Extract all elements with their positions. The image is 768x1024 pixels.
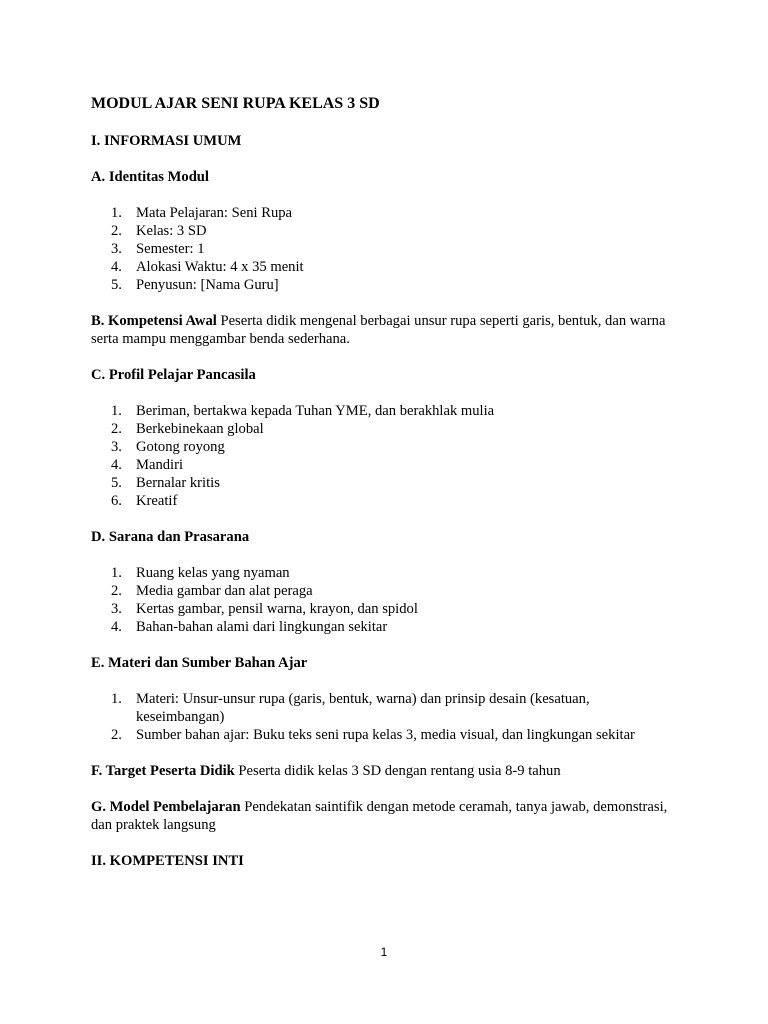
list-identitas-modul xyxy=(91,204,681,294)
list-item-text: Beriman, bertakwa kepada Tuhan YME, dan berakhlak mulia xyxy=(136,403,495,419)
list-item-text: Bahan-bahan alami dari lingkungan sekitar xyxy=(136,619,388,635)
list-item xyxy=(91,276,681,294)
list-item-number: 4. xyxy=(111,619,122,635)
list-item xyxy=(91,690,681,726)
list-item xyxy=(91,600,681,618)
list-item-text: Sumber bahan ajar: Buku teks seni rupa kelas 3, media visual, dan lingkungan sekitar xyxy=(136,727,635,743)
document-page xyxy=(91,94,681,888)
list-item xyxy=(91,402,681,420)
list-item xyxy=(91,618,681,636)
list-item xyxy=(91,240,681,258)
list-item xyxy=(91,564,681,582)
list-item-number: 1. xyxy=(111,403,122,419)
paragraph-model-pembelajaran xyxy=(91,798,681,834)
list-item-number: 2. xyxy=(111,421,122,437)
list-item xyxy=(91,258,681,276)
list-item-number: 4. xyxy=(111,457,122,473)
list-materi-sumber xyxy=(91,690,681,744)
list-item-number: 5. xyxy=(111,277,122,293)
section-kompetensi-inti: II. KOMPETENSI INTI xyxy=(91,853,244,869)
heading-materi-sumber: E. Materi dan Sumber Bahan Ajar xyxy=(91,655,308,671)
list-item-number: 2. xyxy=(111,727,122,743)
list-item xyxy=(91,726,681,744)
text-target-peserta: Peserta didik kelas 3 SD dengan rentang usia 8-9 tahun xyxy=(234,763,561,779)
list-item-text: Ruang kelas yang nyaman xyxy=(136,565,290,581)
heading-sarana-prasarana: D. Sarana dan Prasarana xyxy=(91,529,250,545)
list-item-text: Mata Pelajaran: Seni Rupa xyxy=(136,205,293,221)
list-item-text: Semester: 1 xyxy=(136,241,205,257)
list-item xyxy=(91,492,681,510)
list-item-number: 1. xyxy=(111,691,122,707)
list-item xyxy=(91,420,681,438)
list-item-text: Bernalar kritis xyxy=(136,475,220,491)
list-item-text: Kreatif xyxy=(136,493,178,509)
page-number: 1 xyxy=(380,945,388,959)
list-item-number: 6. xyxy=(111,493,122,509)
list-item-text: Alokasi Waktu: 4 x 35 menit xyxy=(136,259,304,275)
list-item-number: 3. xyxy=(111,439,122,455)
list-item xyxy=(91,474,681,492)
list-item xyxy=(91,438,681,456)
list-profil-pelajar xyxy=(91,402,681,510)
list-item xyxy=(91,582,681,600)
document-title: MODUL AJAR SENI RUPA KELAS 3 SD xyxy=(91,95,380,112)
list-item-text: Materi: Unsur-unsur rupa (garis, bentuk, warna) dan prinsip desain (kesatuan, keseimbangan) xyxy=(136,691,590,725)
list-item-number: 1. xyxy=(111,565,122,581)
label-target-peserta: F. Target Peserta Didik xyxy=(91,763,235,779)
list-item-number: 3. xyxy=(111,241,122,257)
paragraph-target-peserta xyxy=(91,762,681,780)
section-informasi-umum: I. INFORMASI UMUM xyxy=(91,133,242,149)
text-kompetensi-awal: Peserta didik mengenal berbagai unsur rupa seperti garis, bentuk, dan warna serta mampu menggambar benda sederhana. xyxy=(91,313,666,347)
heading-identitas-modul: A. Identitas Modul xyxy=(91,169,209,185)
list-item-text: Mandiri xyxy=(136,457,184,473)
text-model-pembelajaran: Pendekatan saintifik dengan metode ceramah, tanya jawab, demonstrasi, dan praktek langsung xyxy=(91,799,668,833)
list-item xyxy=(91,204,681,222)
list-item-number: 2. xyxy=(111,583,122,599)
list-item-number: 4. xyxy=(111,259,122,275)
list-item-number: 2. xyxy=(111,223,122,239)
list-item-text: Berkebinekaan global xyxy=(136,421,264,437)
list-item-number: 3. xyxy=(111,601,122,617)
list-item-text: Kertas gambar, pensil warna, krayon, dan spidol xyxy=(136,601,418,617)
heading-profil-pelajar: C. Profil Pelajar Pancasila xyxy=(91,367,256,383)
list-item-text: Media gambar dan alat peraga xyxy=(136,583,313,599)
list-item-text: Kelas: 3 SD xyxy=(136,223,207,239)
label-kompetensi-awal: B. Kompetensi Awal xyxy=(91,313,217,329)
paragraph-kompetensi-awal xyxy=(91,312,681,348)
list-sarana-prasarana xyxy=(91,564,681,636)
list-item-number: 5. xyxy=(111,475,122,491)
label-model-pembelajaran: G. Model Pembelajaran xyxy=(91,799,241,815)
list-item-text: Gotong royong xyxy=(136,439,225,455)
list-item xyxy=(91,456,681,474)
list-item xyxy=(91,222,681,240)
list-item-text: Penyusun: [Nama Guru] xyxy=(136,277,279,293)
list-item-number: 1. xyxy=(111,205,122,221)
